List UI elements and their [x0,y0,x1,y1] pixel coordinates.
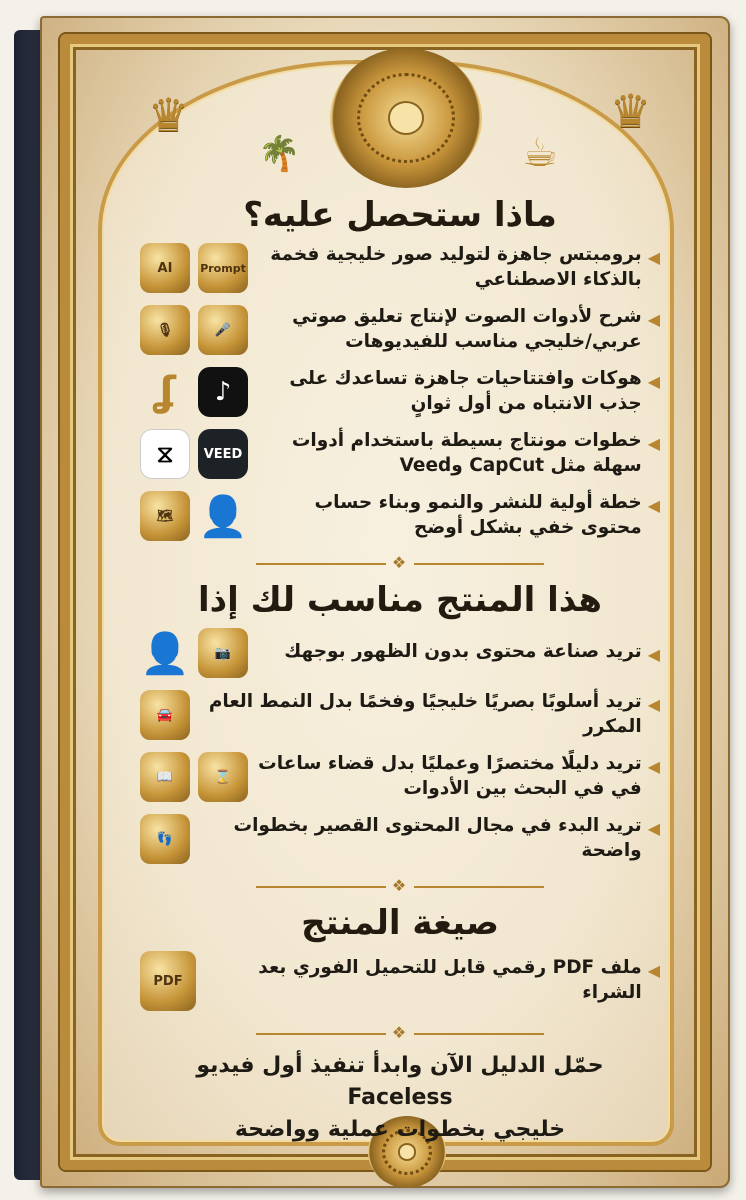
bullet-icon: ◀ [647,496,660,516]
ai-camera-icon: AI [140,243,190,293]
camera-icon: 📷 [198,628,248,678]
bullet-icon: ◀ [647,372,660,392]
tiktok-icon: ♪ [198,367,248,417]
section-title-benefits: ماذا ستحصل عليه؟ [243,195,557,235]
book-icon: 📖 [140,752,190,802]
top-medallion-icon [330,48,482,188]
suitability-item: ◀ تريد صناعة محتوى بدون الظهور بوجهك 👤 📷 [140,628,660,678]
main-content [140,195,660,1146]
palm-tree-icon: 🌴 [258,134,301,174]
bullet-icon: ◀ [647,961,660,981]
benefit-item: ◀ خطة أولية للنشر والنمو وبناء حساب محتوى خفي بشكل أوضح 🗺 👤 [140,491,660,541]
vintage-microphone-icon: 🎤 [198,305,248,355]
person-silhouette-icon: 👤 [140,630,190,677]
footsteps-icon: 👣 [140,814,190,864]
map-icon: 🗺 [140,491,190,541]
bullet-icon: ◀ [647,645,660,665]
bullet-icon: ◀ [647,819,660,839]
suitability-item: ◀ تريد البدء في مجال المحتوى القصير بخطوات واضحة 👣 [140,814,660,864]
ornamental-divider: ❖ [140,876,660,895]
veed-logo: VEED [198,429,248,479]
benefit-item: ◀ شرح لأدوات الصوت لإنتاج تعليق صوتي عربي/خليجي مناسب للفيديوهات 🎙 🎤 [140,305,660,355]
ornamental-divider: ❖ [140,1023,660,1042]
hourglass-icon: ⌛ [198,752,248,802]
prompt-icon: Prompt [198,243,248,293]
suitability-item: ◀ تريد أسلوبًا بصريًا خليجيًا وفخمًا بدل النمط العام المكرر 🚘 [140,690,660,740]
section-title-suitability: هذا المنتج مناسب لك إذا [198,580,602,620]
bullet-icon: ◀ [647,248,660,268]
format-item: ◀ ملف PDF رقمي قابل للتحميل الفوري بعد الشراء PDF [140,951,660,1011]
crown-icon-right: ♛ [610,84,652,138]
microphone-icon: 🎙 [140,305,190,355]
benefit-item: ◀ برومبتس جاهزة لتوليد صور خليجية فخمة بالذكاء الاصطناعي AI Prompt [140,243,660,293]
bullet-icon: ◀ [647,310,660,330]
coffee-pot-icon: ☕ [522,130,558,176]
capcut-logo: ⧖ [140,429,190,479]
closing-call-to-action: حمّل الدليل الآن وابدأ تنفيذ أول فيديو Faceless خليجي بخطوات عملية وواضحة [196,1053,604,1142]
section-title-format: صيغة المنتج [301,903,499,943]
benefit-item: ◀ خطوات مونتاج بسيطة باستخدام أدوات سهلة مثل CapCut وVeed ⧖ VEED [140,429,660,479]
bullet-icon: ◀ [647,757,660,777]
person-silhouette-icon: 👤 [198,493,248,540]
hook-icon: ʆ [153,369,177,415]
ornamental-divider: ❖ [140,553,660,572]
pdf-download-icon: PDF [140,951,196,1011]
bullet-icon: ◀ [647,695,660,715]
luxury-car-icon: 🚘 [140,690,190,740]
suitability-item: ◀ تريد دليلًا مختصرًا وعمليًا بدل قضاء ساعات في في البحث بين الأدوات 📖 ⌛ [140,752,660,802]
crown-icon-left: ♛ [148,88,190,142]
benefit-item: ◀ هوكات وافتتاحيات جاهزة تساعدك على جذب الانتباه من أول ثوانٍ ʆ ♪ [140,367,660,417]
bullet-icon: ◀ [647,434,660,454]
